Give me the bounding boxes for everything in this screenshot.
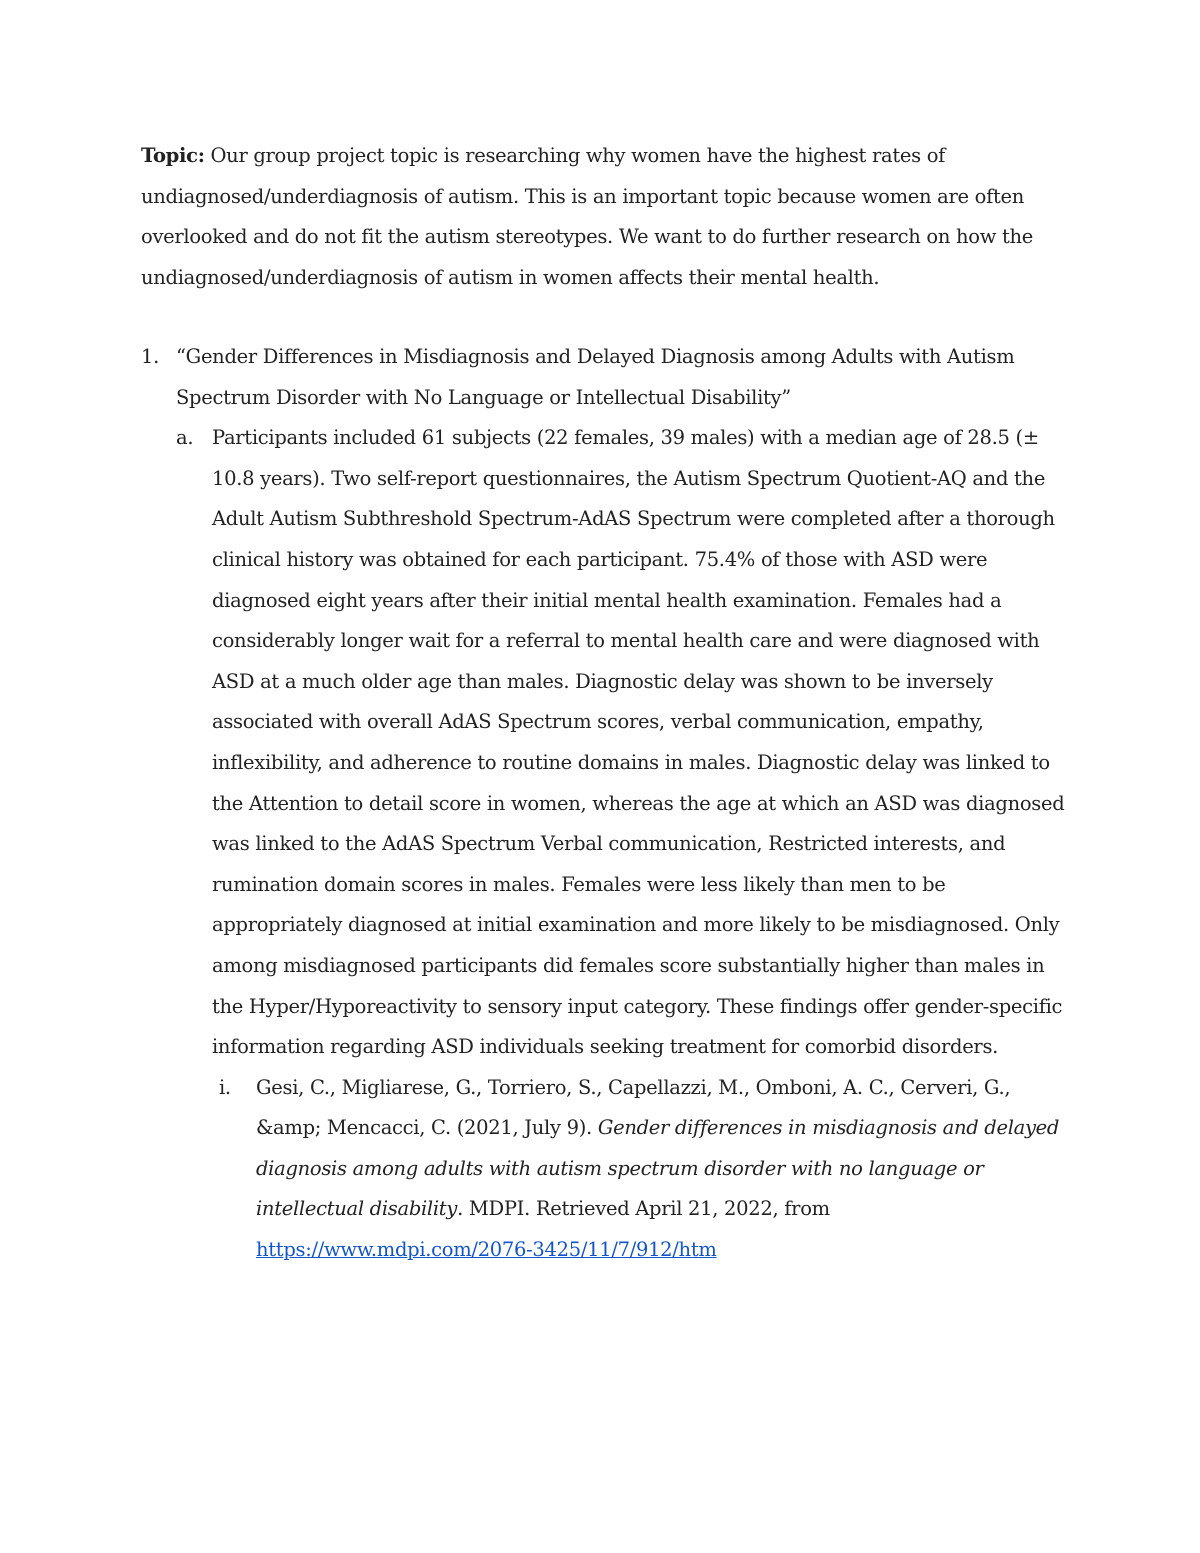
topic-label: Topic: — [141, 144, 205, 167]
summary-text: Participants included 61 subjects (22 females, 39 males) with a median age of 28.5 (± 10.8 years). Two self-report questionnaires, the Autism Spectrum Quotient-AQ and the Adult Autism Subthreshold Spectrum-AdAS Spectrum were completed after a thorough clinical history was obtained for each participant. 75.4% of those with ASD were diagnosed eight years after their initial mental health examination. Females had a considerably longer wait for a referral to mental health care and were diagnosed with ASD at a much older age than males. Diagnostic delay was shown to be inversely associated with overall AdAS Spectrum scores, verbal communication, empathy, inflexibility, and adherence to routine domains in males. Diagnostic delay was linked to the Attention to detail score in women, whereas the age at which an ASD was diagnosed was linked to the AdAS Spectrum Verbal communication, Restricted interests, and rumination domain scores in males. Females were less likely than men to be appropriately diagnosed at initial examination and more likely to be misdiagnosed. Only among misdiagnosed participants did females score substantially higher than males in the Hyper/Hyporeactivity to sensory input category. These findings offer gender-specific information regarding ASD individuals seeking treatment for comorbid disorders. — [212, 426, 1065, 1059]
summary-marker: a. — [176, 426, 194, 450]
topic-text: Our group project topic is researching why women have the highest rates of undiagnosed/underdiagnosis of autism. This is an important topic because women are often overlooked and do not fit the autism stereotypes. We want to do further research on how the undiagnosed/underdiagnosis of autism in women affects their mental health. — [141, 144, 1034, 289]
citation-retrieved: . MDPI. Retrieved April 21, 2022, from — [457, 1197, 830, 1221]
source-heading — [141, 337, 1066, 418]
source-item — [141, 337, 1066, 1271]
list-number: 1. — [141, 345, 160, 368]
citation-link[interactable]: https://www.mdpi.com/2076-3425/11/7/912/htm — [256, 1238, 717, 1262]
citation-text — [256, 1068, 1066, 1271]
source-title: “Gender Differences in Misdiagnosis and Delayed Diagnosis among Adults with Autism Spectrum Disorder with No Language or Intellectual Disability” — [176, 345, 1015, 409]
citation-title: Gender differences in misdiagnosis and delayed diagnosis among adults with autism spectrum disorder with no language or intellectual disability — [256, 1116, 1060, 1221]
source-citation — [199, 1068, 1066, 1271]
source-summary — [176, 418, 1066, 1068]
topic-paragraph — [141, 136, 1066, 298]
citation-marker: i. — [219, 1075, 231, 1099]
citation-authors: Gesi, C., Migliarese, G., Torriero, S., Capellazzi, M., Omboni, A. C., Cerveri, G., &amp; Mencacci, C. (2021, July 9). — [256, 1075, 1011, 1140]
